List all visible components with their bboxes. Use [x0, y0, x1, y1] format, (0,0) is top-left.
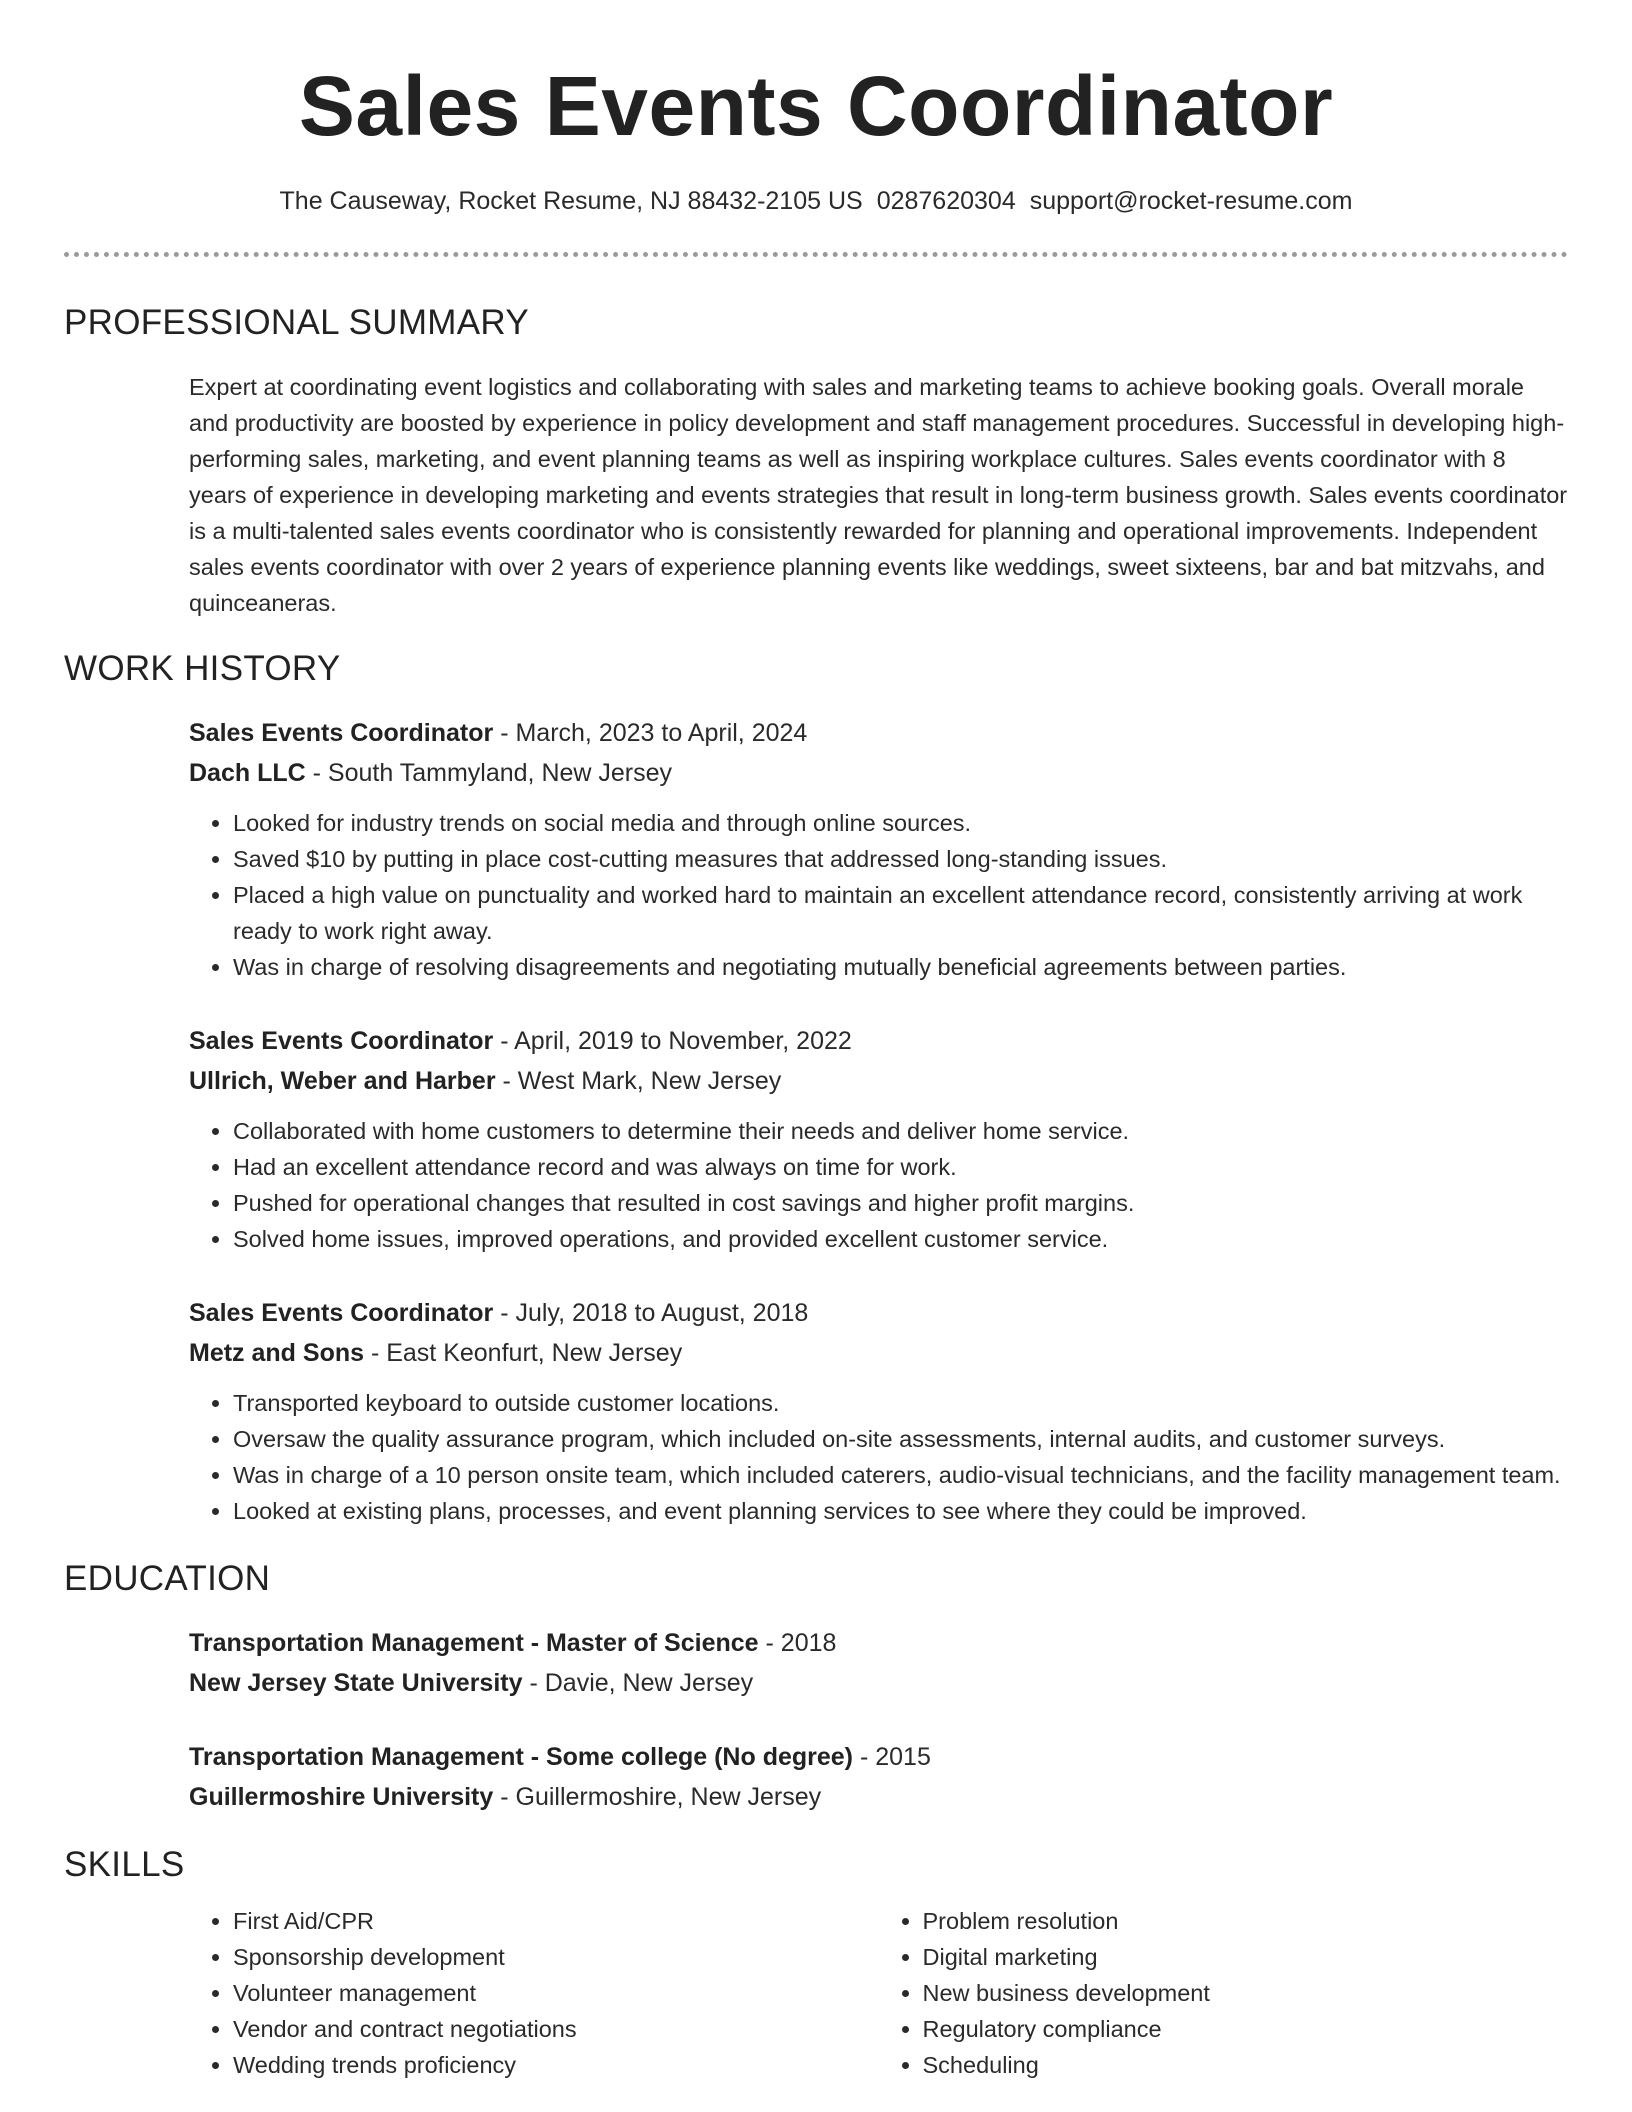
skills-section: [64, 1843, 1568, 2083]
job-bullet: • Oversaw the quality assurance program, which included on-site assessments, internal audits, and customer surveys.: [233, 1421, 1568, 1457]
skill-item: • Problem resolution: [923, 1903, 1569, 1939]
education-degree-line: [189, 1623, 1568, 1663]
contact-line: [0, 184, 1632, 218]
education-location: - Davie, New Jersey: [522, 1669, 754, 1697]
skills-list-right: [879, 1903, 1569, 2083]
skill-item: • Regulatory compliance: [923, 2011, 1569, 2047]
job-bullet: • Pushed for operational changes that resulted in cost savings and higher profit margins.: [233, 1185, 1568, 1221]
job-bullet: • Looked for industry trends on social media and through online sources.: [233, 805, 1568, 841]
job-company: Metz and Sons: [189, 1339, 365, 1367]
section-title-skills: SKILLS: [64, 1845, 185, 1884]
contact-address: The Causeway, Rocket Resume, NJ 88432-2105 US: [279, 187, 863, 215]
education-school-line: [189, 1777, 1568, 1817]
skill-item: • New business development: [923, 1975, 1569, 2011]
resume-name: Sales Events Coordinator: [298, 59, 1334, 153]
skill-item: • Wedding trends proficiency: [233, 2047, 879, 2083]
job-bullets: [189, 1113, 1568, 1257]
skill-item: • Sponsorship development: [233, 1939, 879, 1975]
education-degree: Transportation Management - Master of Science: [189, 1629, 759, 1657]
job-title-line: [189, 1293, 1568, 1333]
education-school: New Jersey State University: [189, 1669, 523, 1697]
job-company: Ullrich, Weber and Harber: [189, 1067, 496, 1095]
skill-item: • Digital marketing: [923, 1939, 1569, 1975]
section-title-work: WORK HISTORY: [64, 649, 341, 688]
job-bullet: • Saved $10 by putting in place cost-cutting measures that addressed long-standing issues.: [233, 841, 1568, 877]
job-title-line: [189, 713, 1568, 753]
job-company: Dach LLC: [189, 759, 306, 787]
job-dates: - April, 2019 to November, 2022: [493, 1027, 852, 1055]
contact-email[interactable]: support@rocket-resume.com: [1029, 187, 1353, 215]
job-bullet: • Was in charge of a 10 person onsite team, which included caterers, audio-visual technicians, and the facility management team.: [233, 1457, 1568, 1493]
job-bullets: [189, 1385, 1568, 1529]
education-section: [64, 1557, 1568, 1817]
education-degree: Transportation Management - Some college (No degree): [189, 1743, 854, 1771]
job-bullet: • Had an excellent attendance record and was always on time for work.: [233, 1149, 1568, 1185]
education-school: Guillermoshire University: [189, 1783, 494, 1811]
job-company-line: [189, 753, 1568, 793]
skills-list-left: [189, 1903, 879, 2083]
job-company-line: [189, 1333, 1568, 1373]
job-bullet: • Looked at existing plans, processes, and event planning services to see where they could be improved.: [233, 1493, 1568, 1529]
section-title-summary: PROFESSIONAL SUMMARY: [64, 303, 529, 342]
job-location: - South Tammyland, New Jersey: [305, 759, 673, 787]
summary-section: [64, 301, 1568, 621]
job-location: - West Mark, New Jersey: [495, 1067, 782, 1095]
job-dates: - July, 2018 to August, 2018: [493, 1299, 809, 1327]
job-bullet: • Transported keyboard to outside customer locations.: [233, 1385, 1568, 1421]
job-role: Sales Events Coordinator: [189, 1299, 494, 1327]
job-bullet: • Was in charge of resolving disagreements and negotiating mutually beneficial agreements between parties.: [233, 949, 1568, 985]
education-entry: [189, 1623, 1568, 1703]
work-section: [64, 647, 1568, 1529]
job-role: Sales Events Coordinator: [189, 719, 494, 747]
skill-item: • Volunteer management: [233, 1975, 879, 2011]
job-bullet: • Placed a high value on punctuality and worked hard to maintain an excellent attendance record, consistently arriving at work ready to work right away.: [233, 877, 1568, 949]
summary-text: Expert at coordinating event logistics and collaborating with sales and marketing teams to achieve booking goals. Overall morale and productivity are boosted by experience in policy development and staff management procedures. Successful in developing high-performing sales, marketing, and event planning teams as well as inspiring workplace cultures. Sales events coordinator with 8 years of experience in developing marketing and events strategies that result in long-term business growth. Sales events coordinator is a multi-talented sales events coordinator who is consistently rewarded for planning and operational improvements. Independent sales events coordinator with over 2 years of experience planning events like weddings, sweet sixteens, bar and bat mitzvahs, and quinceaneras.: [189, 374, 1568, 616]
skill-item: • Vendor and contract negotiations: [233, 2011, 879, 2047]
education-year: - 2015: [853, 1743, 931, 1771]
job-entry: [189, 1293, 1568, 1529]
skill-item: • Scheduling: [923, 2047, 1569, 2083]
job-entry: [189, 1021, 1568, 1257]
job-company-line: [189, 1061, 1568, 1101]
header-divider: [64, 252, 1568, 257]
section-title-education: EDUCATION: [64, 1559, 271, 1598]
job-location: - East Keonfurt, New Jersey: [364, 1339, 683, 1367]
contact-phone: 0287620304: [876, 187, 1016, 215]
job-bullet: • Collaborated with home customers to determine their needs and deliver home service.: [233, 1113, 1568, 1149]
job-dates: - March, 2023 to April, 2024: [493, 719, 808, 747]
education-location: - Guillermoshire, New Jersey: [493, 1783, 822, 1811]
job-title-line: [189, 1021, 1568, 1061]
education-school-line: [189, 1663, 1568, 1703]
job-bullets: [189, 805, 1568, 985]
education-year: - 2018: [758, 1629, 837, 1657]
job-role: Sales Events Coordinator: [189, 1027, 494, 1055]
skill-item: • First Aid/CPR: [233, 1903, 879, 1939]
education-entry: [189, 1737, 1568, 1817]
job-entry: [189, 713, 1568, 985]
job-bullet: • Solved home issues, improved operations, and provided excellent customer service.: [233, 1221, 1568, 1257]
education-degree-line: [189, 1737, 1568, 1777]
